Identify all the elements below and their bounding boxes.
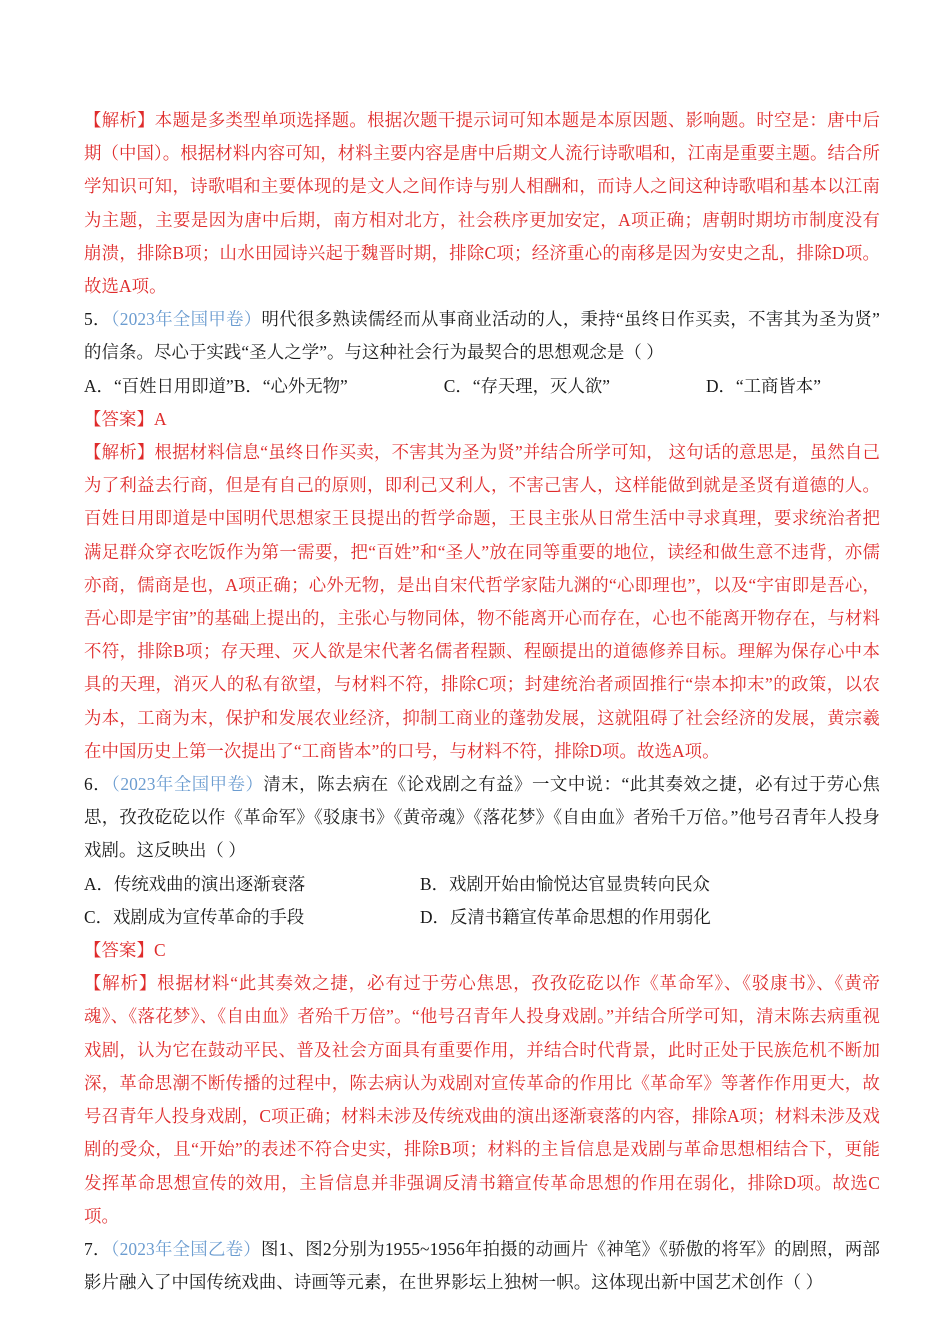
- question-5-text: 明代很多熟读儒经而从事商业活动的人，秉持“虽终日作买卖，不害其为圣为贤”的信条。尽心于实践“圣人之学”。与这种社会行为最契合的思想观念是（ ）: [84, 309, 880, 363]
- question-7-text: 图1、图2分别为1955~1956年拍摄的动画片《神笔》《骄傲的将军》的剧照，两部影片融入了中国传统戏曲、诗画等元素，在世界影坛上独树一帜。这体现出新中国艺术创作（ ）: [84, 1238, 880, 1293]
- question-5-number: 5．: [84, 309, 111, 330]
- question-5-options: [84, 370, 880, 403]
- question-7-number: 7．: [84, 1238, 111, 1259]
- option-6-d-key: D．: [420, 906, 450, 927]
- option-5-a-text[interactable]: “百姓日用即道”: [113, 375, 234, 396]
- question-6-options-row-1: [84, 868, 880, 901]
- option-6-a[interactable]: [84, 868, 420, 901]
- question-6-number: 6．: [84, 774, 112, 795]
- option-5-d-text[interactable]: “工商皆本”: [735, 375, 821, 396]
- option-5-c-text[interactable]: “存天理，灭人欲”: [472, 375, 610, 396]
- analysis-tag: 【解析】: [84, 442, 155, 463]
- question-6-analysis: [84, 967, 880, 1233]
- option-6-c-text: 戏剧成为宣传革命的手段: [113, 906, 305, 927]
- answer-tag: 【答案】: [84, 408, 154, 429]
- page-content: [84, 104, 880, 1299]
- option-5-b-text[interactable]: “心外无物”: [262, 375, 348, 396]
- question-5-stem: [84, 303, 880, 369]
- option-6-d[interactable]: [420, 901, 880, 934]
- question-6-source: （2023年全国甲卷）: [111, 774, 264, 795]
- option-6-b-key: B．: [420, 873, 449, 894]
- option-6-b[interactable]: [420, 868, 880, 901]
- option-6-c[interactable]: [84, 901, 420, 934]
- analysis-body: 根据材料“此其奏效之捷，必有过于劳心焦思，孜孜矻矻以作《革命军》、《驳康书》、《黄帝魂》、《落花梦》、《自由血》者殆千万倍”。“他号召青年人投身戏剧。”并结合所学可知，清末陈去病重视戏剧，认为它在鼓动平民、普及社会方面具有重要作用，并结合时代背景，此时正处于民族危机不断加深，革命思潮不断传播的过程中，陈去病认为戏剧对宣传革命的作用比《革命军》等著作作用更大，故号召青年人投身戏剧，C项正确；材料未涉及传统戏曲的演出逐渐衰落的内容，排除A项；材料未涉及戏剧的受众，且“开始”的表述不符合史实，排除B项；材料的主旨信息是戏剧与革命思想相结合下，更能发挥革命思想宣传的效用，主旨信息并非强调反清书籍宣传革命思想的作用在弱化，排除D项。故选C项。: [84, 973, 880, 1226]
- option-5-b-key: B．: [233, 375, 263, 396]
- question-6-options: [84, 868, 880, 934]
- option-6-b-text: 戏剧开始由愉悦达官显贵转向民众: [449, 873, 710, 894]
- question-5-answer: [84, 403, 880, 436]
- option-6-c-key: C．: [84, 906, 113, 927]
- answer-value: C: [153, 940, 166, 961]
- question-6-answer: [84, 934, 880, 967]
- question-6-text: 清末，陈去病在《论戏剧之有益》一文中说：“此其奏效之捷，必有过于劳心焦思，孜孜矻矻以作《革命军》《驳康书》《黄帝魂》《落花梦》《自由血》者殆千万倍。”他号召青年人投身戏剧。这反映出（ ）: [84, 774, 880, 861]
- option-6-d-text: 反清书籍宣传革命思想的作用弱化: [449, 906, 711, 927]
- option-6-a-key: A．: [84, 873, 114, 894]
- question-5-analysis: [84, 436, 880, 768]
- question-5-source: （2023年全国甲卷）: [110, 309, 262, 330]
- answer-tag: 【答案】: [84, 940, 154, 961]
- option-5-a-key: A．: [84, 375, 114, 396]
- option-5-c-key: C．: [443, 375, 473, 396]
- q4-analysis-paragraph: [84, 104, 880, 303]
- option-5-d-key: D．: [705, 375, 736, 396]
- option-6-a-text: 传统戏曲的演出逐渐衰落: [113, 873, 306, 894]
- question-6-stem: [84, 768, 880, 868]
- answer-value: A: [153, 408, 167, 429]
- question-7-stem: [84, 1233, 880, 1299]
- question-7-source: （2023年全国乙卷）: [110, 1238, 261, 1259]
- analysis-body: 本题是多类型单项选择题。根据次题干提示词可知本题是本原因题、影响题。时空是：唐中后期（中国）。根据材料内容可知，材料主要内容是唐中后期文人流行诗歌唱和，江南是重要主题。结合所学知识可知，诗歌唱和主要体现的是文人之间作诗与别人相酬和，而诗人之间这种诗歌唱和基本以江南为主题，主要是因为唐中后期，南方相对北方，社会秩序更加安定，A项正确；唐朝时期坊市制度没有崩溃，排除B项；山水田园诗兴起于魏晋时期，排除C项；经济重心的南移是因为安史之乱，排除D项。故选A项。: [84, 110, 880, 297]
- analysis-body: 根据材料信息“虽终日作买卖，不害其为圣为贤”并结合所学可知， 这句话的意思是，虽然自己为了利益去行商，但是有自己的原则，即利己又利人，不害己害人，这样能做到就是圣贤有道德的人。百姓日用即道是中国明代思想家王艮提出的哲学命题，王艮主张从日常生活中寻求真理，要求统治者把满足群众穿衣吃饭作为第一需要，把“百姓”和“圣人”放在同等重要的地位，读经和做生意不违背，亦儒亦商，儒商是也，A项正确；心外无物，是出自宋代哲学家陆九渊的“心即理也”，以及“宇宙即是吾心，吾心即是宇宙”的基础上提出的，主张心与物同体，物不能离开心而存在，心也不能离开物存在，与材料不符，排除B项；存天理、灭人欲是宋代著名儒者程颢、程颐提出的道德修养目标。理解为保存心中本具的天理，消灭人的私有欲望，与材料不符，排除C项；封建统治者顽固推行“崇本抑末”的政策，以农为本，工商为末，保护和发展农业经济，抑制工商业的蓬勃发展，这就阻碍了社会经济的发展，黄宗羲在中国历史上第一次提出了“工商皆本”的口号，与材料不符，排除D项。故选A项。: [84, 442, 880, 761]
- analysis-tag: 【解析】: [84, 110, 155, 130]
- question-6-options-row-2: [84, 901, 880, 934]
- analysis-tag: 【解析】: [84, 973, 158, 994]
